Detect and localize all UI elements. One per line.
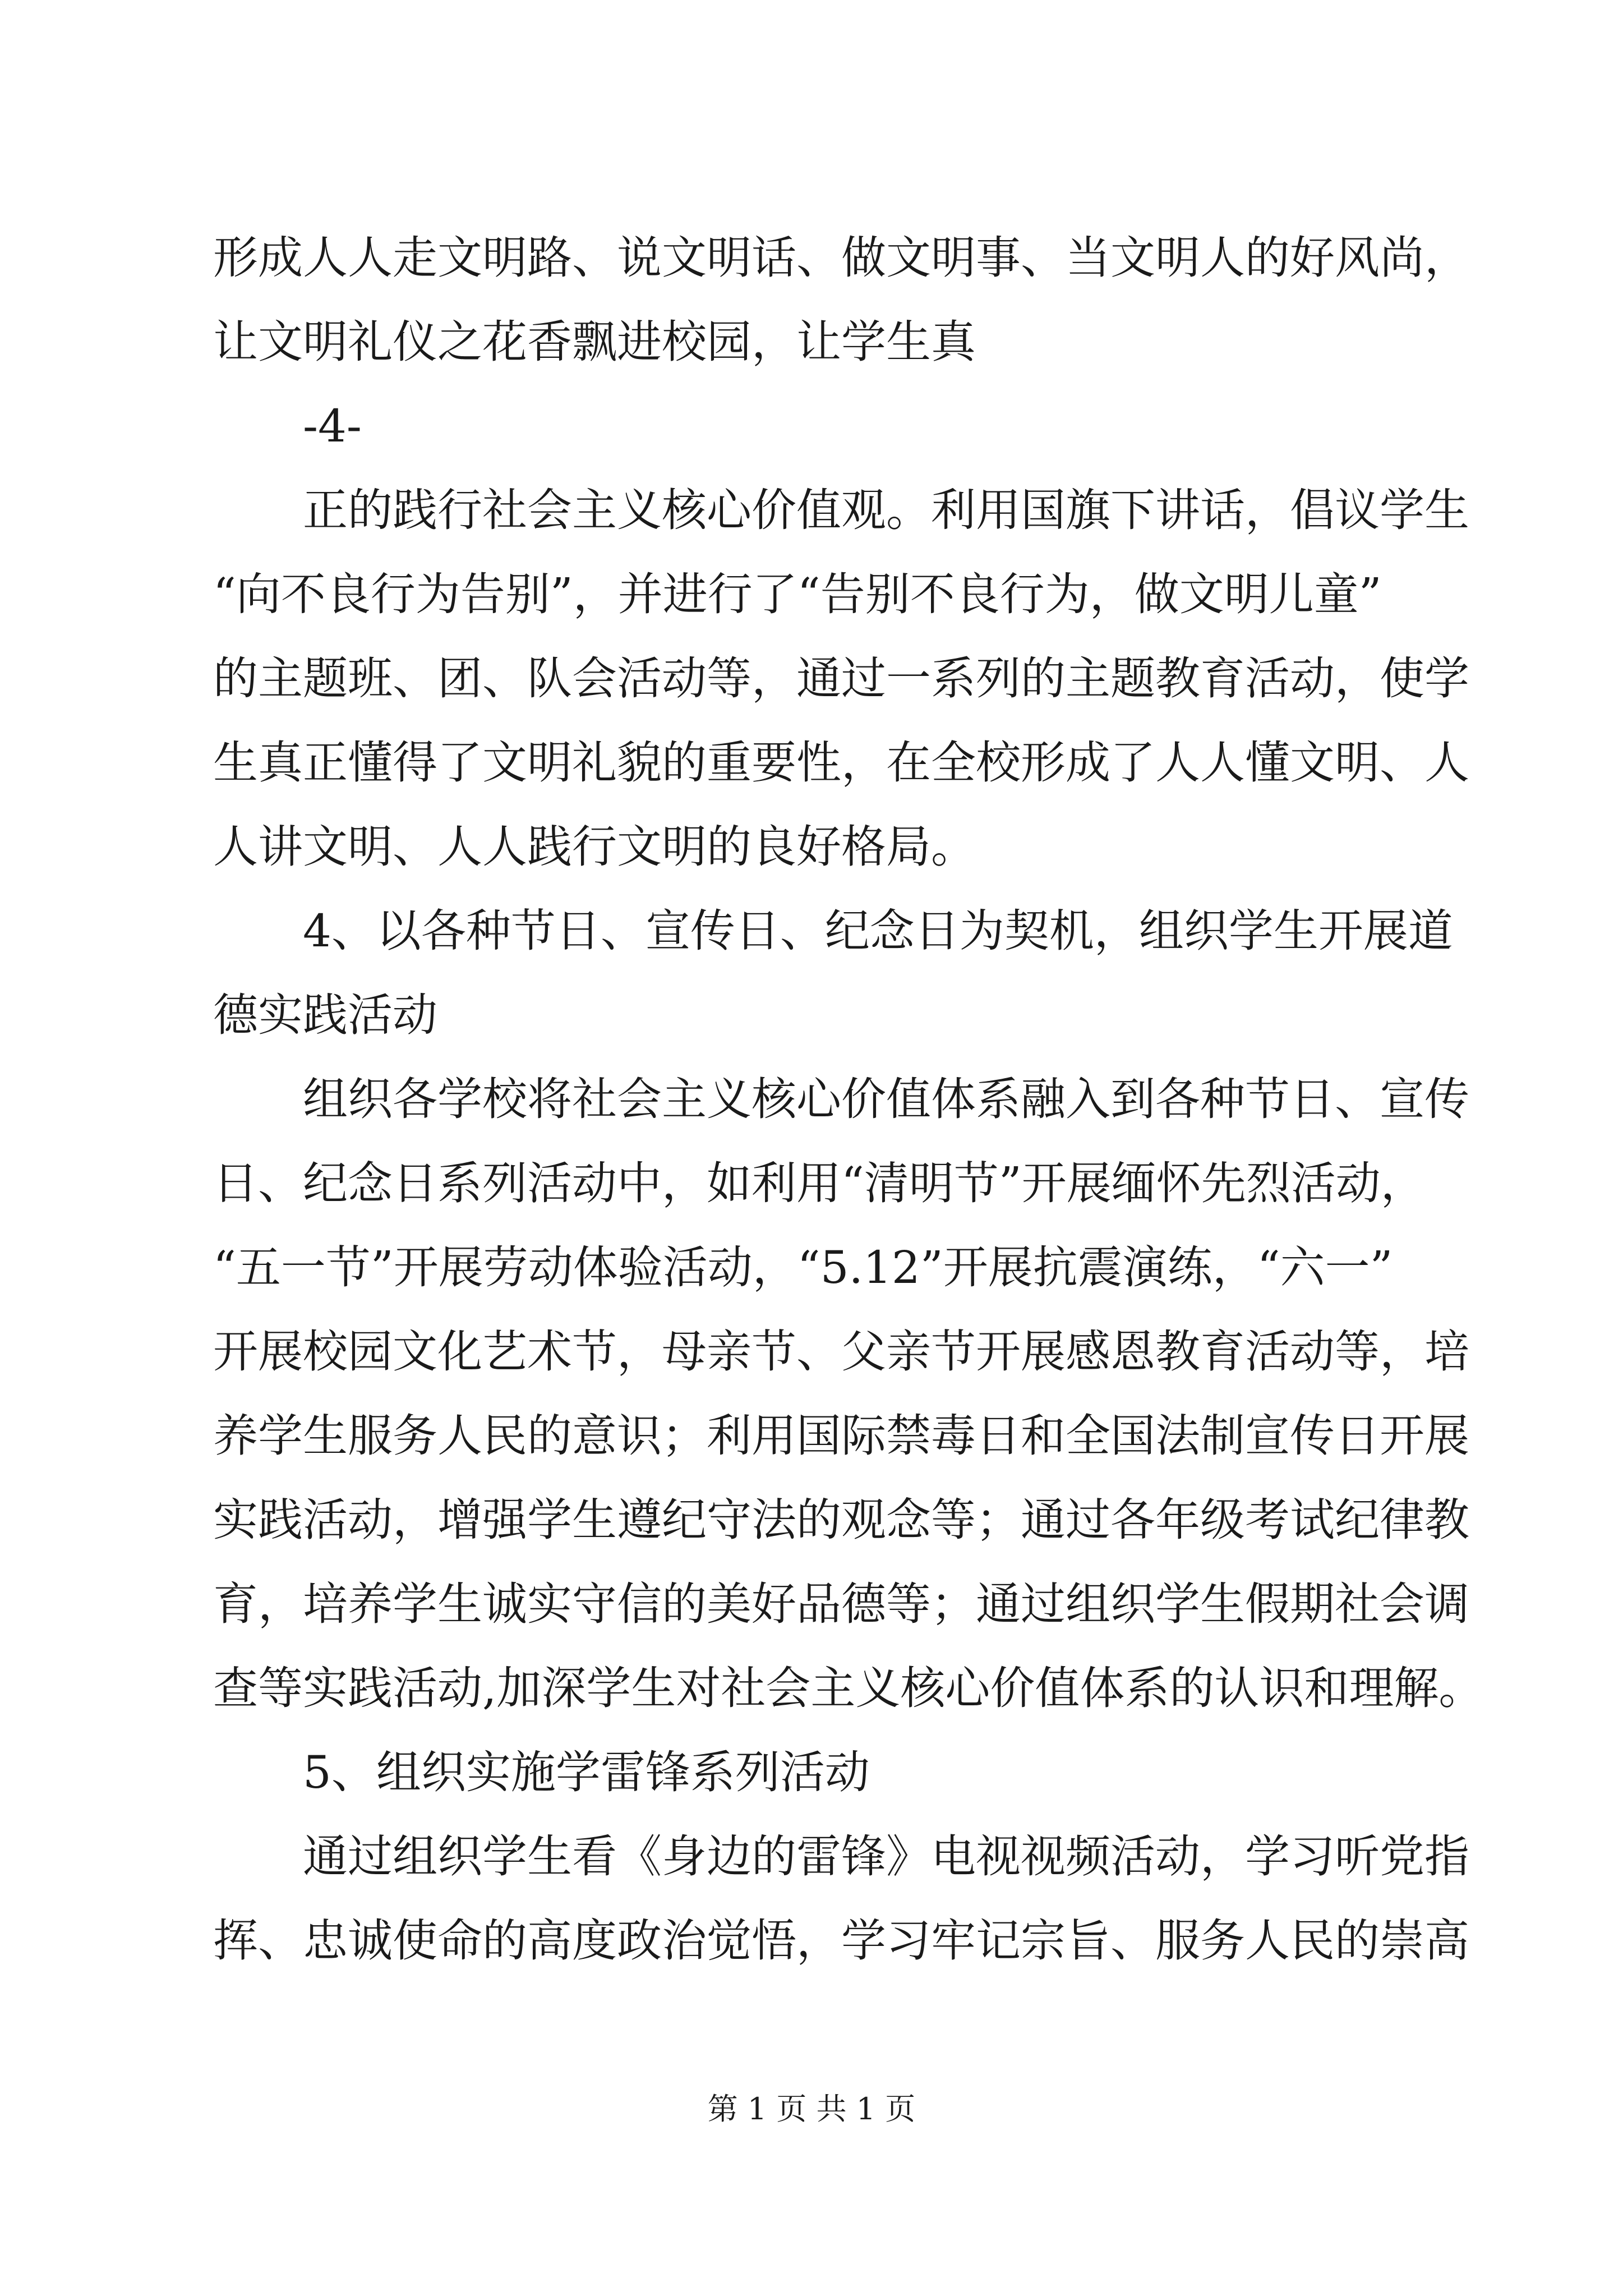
text-line: 实践活动，增强学生遵纪守法的观念等；通过各年级考试纪律教	[213, 1494, 1469, 1546]
text-line: 通过组织学生看《身边的雷锋》电视视频活动，学习听党指	[303, 1830, 1469, 1883]
text-line: 查等实践活动,加深学生对社会主义核心价值体系的认识和理解。	[213, 1662, 1484, 1714]
section-heading: 5、组织实施学雷锋系列活动	[303, 1746, 870, 1798]
text-line: 让文明礼仪之花香飘进校园，让学生真	[213, 316, 976, 368]
text-line: 生真正懂得了文明礼貌的重要性，在全校形成了人人懂文明、人	[213, 737, 1469, 789]
text-line: 挥、忠诚使命的高度政治觉悟，学习牢记宗旨、服务人民的崇高	[213, 1915, 1469, 1967]
text-line: 人讲文明、人人践行文明的良好格局。	[213, 821, 976, 873]
text-line: 育，培养学生诚实守信的美好品德等；通过组织学生假期社会调	[213, 1578, 1469, 1630]
text-line: 形成人人走文明路、说文明话、做文明事、当文明人的好风尚，	[213, 232, 1469, 284]
text-line: 日、纪念日系列活动中，如利用“清明节”开展缅怀先烈活动，	[213, 1157, 1426, 1209]
text-line: 养学生服务人民的意识；利用国际禁毒日和全国法制宣传日开展	[213, 1410, 1469, 1462]
section-heading: 德实践活动	[213, 989, 437, 1041]
page-marker: -4-	[303, 400, 362, 452]
text-line: 的主题班、团、队会活动等，通过一系列的主题教育活动，使学	[213, 652, 1469, 705]
text-line: 开展校园文化艺术节，母亲节、父亲节开展感恩教育活动等，培	[213, 1326, 1469, 1378]
text-line: 正的践行社会主义核心价值观。利用国旗下讲话，倡议学生	[303, 484, 1469, 536]
text-line: 组织各学校将社会主义核心价值体系融入到各种节日、宣传	[303, 1073, 1469, 1125]
page-footer: 第 1 页 共 1 页	[707, 2091, 916, 2127]
document-body	[213, 216, 1484, 1983]
text-line: “向不良行为告别”，并进行了“告别不良行为，做文明儿童”	[213, 568, 1382, 620]
text-line: “五一节”开展劳动体验活动，“5.12”开展抗震演练，“六一”	[213, 1241, 1393, 1294]
section-heading: 4、以各种节日、宣传日、纪念日为契机，组织学生开展道	[303, 905, 1453, 957]
